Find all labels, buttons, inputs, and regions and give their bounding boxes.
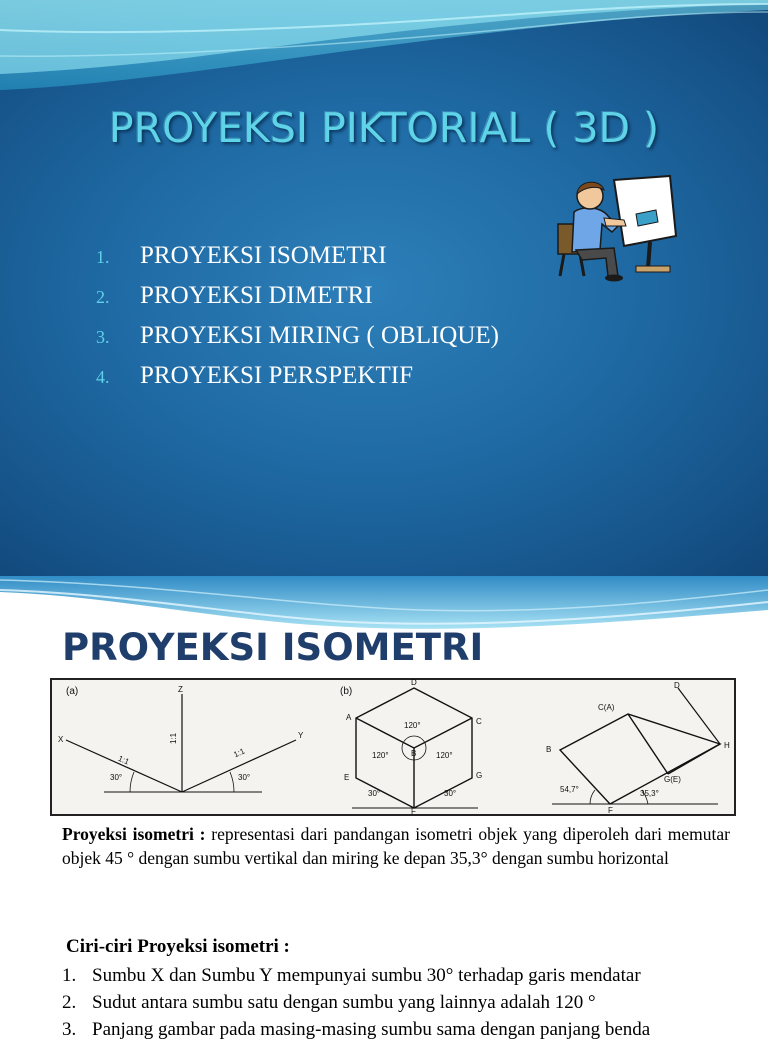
angle-top-label: 120° — [404, 721, 421, 730]
axis-z-label: Z — [178, 685, 183, 694]
ratio-right-label: 1:1 — [232, 746, 247, 760]
list-number: 3. — [96, 327, 110, 347]
angle-arc-left — [130, 772, 134, 792]
angle-right-label: 30° — [238, 773, 251, 782]
angle-left-label: 30° — [110, 773, 123, 782]
wave-decoration-top — [0, 0, 768, 95]
angle-arc-left — [590, 790, 595, 804]
list-number: 3. — [62, 1019, 77, 1040]
angle-right-label: 120° — [436, 751, 453, 760]
vertex-f-label: F — [608, 806, 613, 815]
list-text: Panjang gambar pada masing-masing sumbu sama dengan panjang benda — [92, 1019, 651, 1040]
vertex-d-label: D — [411, 678, 417, 687]
isometric-description — [62, 822, 730, 870]
drafter-at-drawing-board-icon — [552, 172, 682, 284]
angle-arc-right — [230, 772, 234, 792]
vertex-ca-label: C(A) — [598, 703, 615, 712]
list-item — [62, 1016, 650, 1043]
angle-base-right-label: 30° — [444, 789, 457, 798]
list-item — [96, 236, 499, 276]
topic-label: PROYEKSI DIMETRI — [140, 282, 373, 309]
list-number: 4. — [96, 367, 110, 387]
angle-left-label: 120° — [372, 751, 389, 760]
panel-a-tag: (a) — [66, 686, 79, 697]
list-number: 2. — [96, 287, 110, 307]
vertex-d-label: D — [674, 681, 680, 690]
topic-label: PROYEKSI PERSPEKTIF — [140, 362, 413, 389]
vertex-f-label: F — [411, 807, 416, 816]
axis-x-label: X — [58, 735, 64, 744]
list-number: 2. — [62, 992, 77, 1013]
slide-title: PROYEKSI PIKTORIAL ( 3D ) — [108, 104, 660, 152]
list-item — [62, 989, 650, 1016]
description-term: Proyeksi isometri : — [62, 824, 206, 844]
list-item — [96, 356, 499, 396]
list-item — [96, 316, 499, 356]
list-item — [96, 276, 499, 316]
vertex-e-label: E — [344, 773, 350, 782]
slide-heading: PROYEKSI ISOMETRI — [62, 626, 484, 669]
characteristics-list — [62, 962, 650, 1043]
vertex-ge-label: G(E) — [664, 775, 681, 784]
angle-left-label: 54,7° — [560, 785, 579, 794]
topic-label: PROYEKSI ISOMETRI — [140, 242, 387, 269]
list-number: 1. — [62, 965, 77, 986]
angle-right-label: 35,3° — [640, 789, 659, 798]
axis-y-label: Y — [298, 731, 304, 740]
topic-list — [96, 236, 499, 396]
topic-label: PROYEKSI MIRING ( OBLIQUE) — [140, 322, 500, 349]
rotated-cube-back-edge — [678, 688, 720, 744]
rotated-cube-lower-edge — [668, 744, 720, 774]
vertex-b-label: B — [546, 745, 552, 754]
angle-base-left-label: 30° — [368, 789, 381, 798]
vertex-c-label: C — [476, 717, 482, 726]
rotated-cube-inner-edge — [628, 714, 668, 774]
vertex-a-label: A — [346, 713, 352, 722]
list-text: Sumbu X dan Sumbu Y mempunyai sumbu 30° terhadap garis mendatar — [92, 965, 641, 986]
description-body: representasi dari pandangan isometri objek yang diperoleh dari memutar objek 45 ° dengan sumbu vertikal dan miring ke depan 35,3° dengan sumbu horizontal — [62, 824, 730, 868]
ratio-vertical-label: 1:1 — [169, 732, 178, 744]
slide-isometric-projection — [0, 576, 768, 1040]
isometric-diagram — [52, 680, 734, 814]
list-text: Sudut antara sumbu satu dengan sumbu yang lainnya adalah 120 ° — [92, 992, 596, 1013]
axis-x-line — [66, 740, 182, 792]
characteristics-title: Ciri-ciri Proyeksi isometri : — [66, 936, 290, 957]
vertex-g-label: G — [476, 771, 483, 780]
list-item — [62, 962, 650, 989]
isometric-figure — [50, 678, 736, 816]
vertex-h-label: H — [724, 741, 730, 750]
panel-b-tag: (b) — [340, 686, 353, 697]
ratio-left-label: 1:1 — [116, 753, 131, 767]
vertex-b-label: B — [411, 749, 417, 758]
list-number: 1. — [96, 247, 110, 267]
